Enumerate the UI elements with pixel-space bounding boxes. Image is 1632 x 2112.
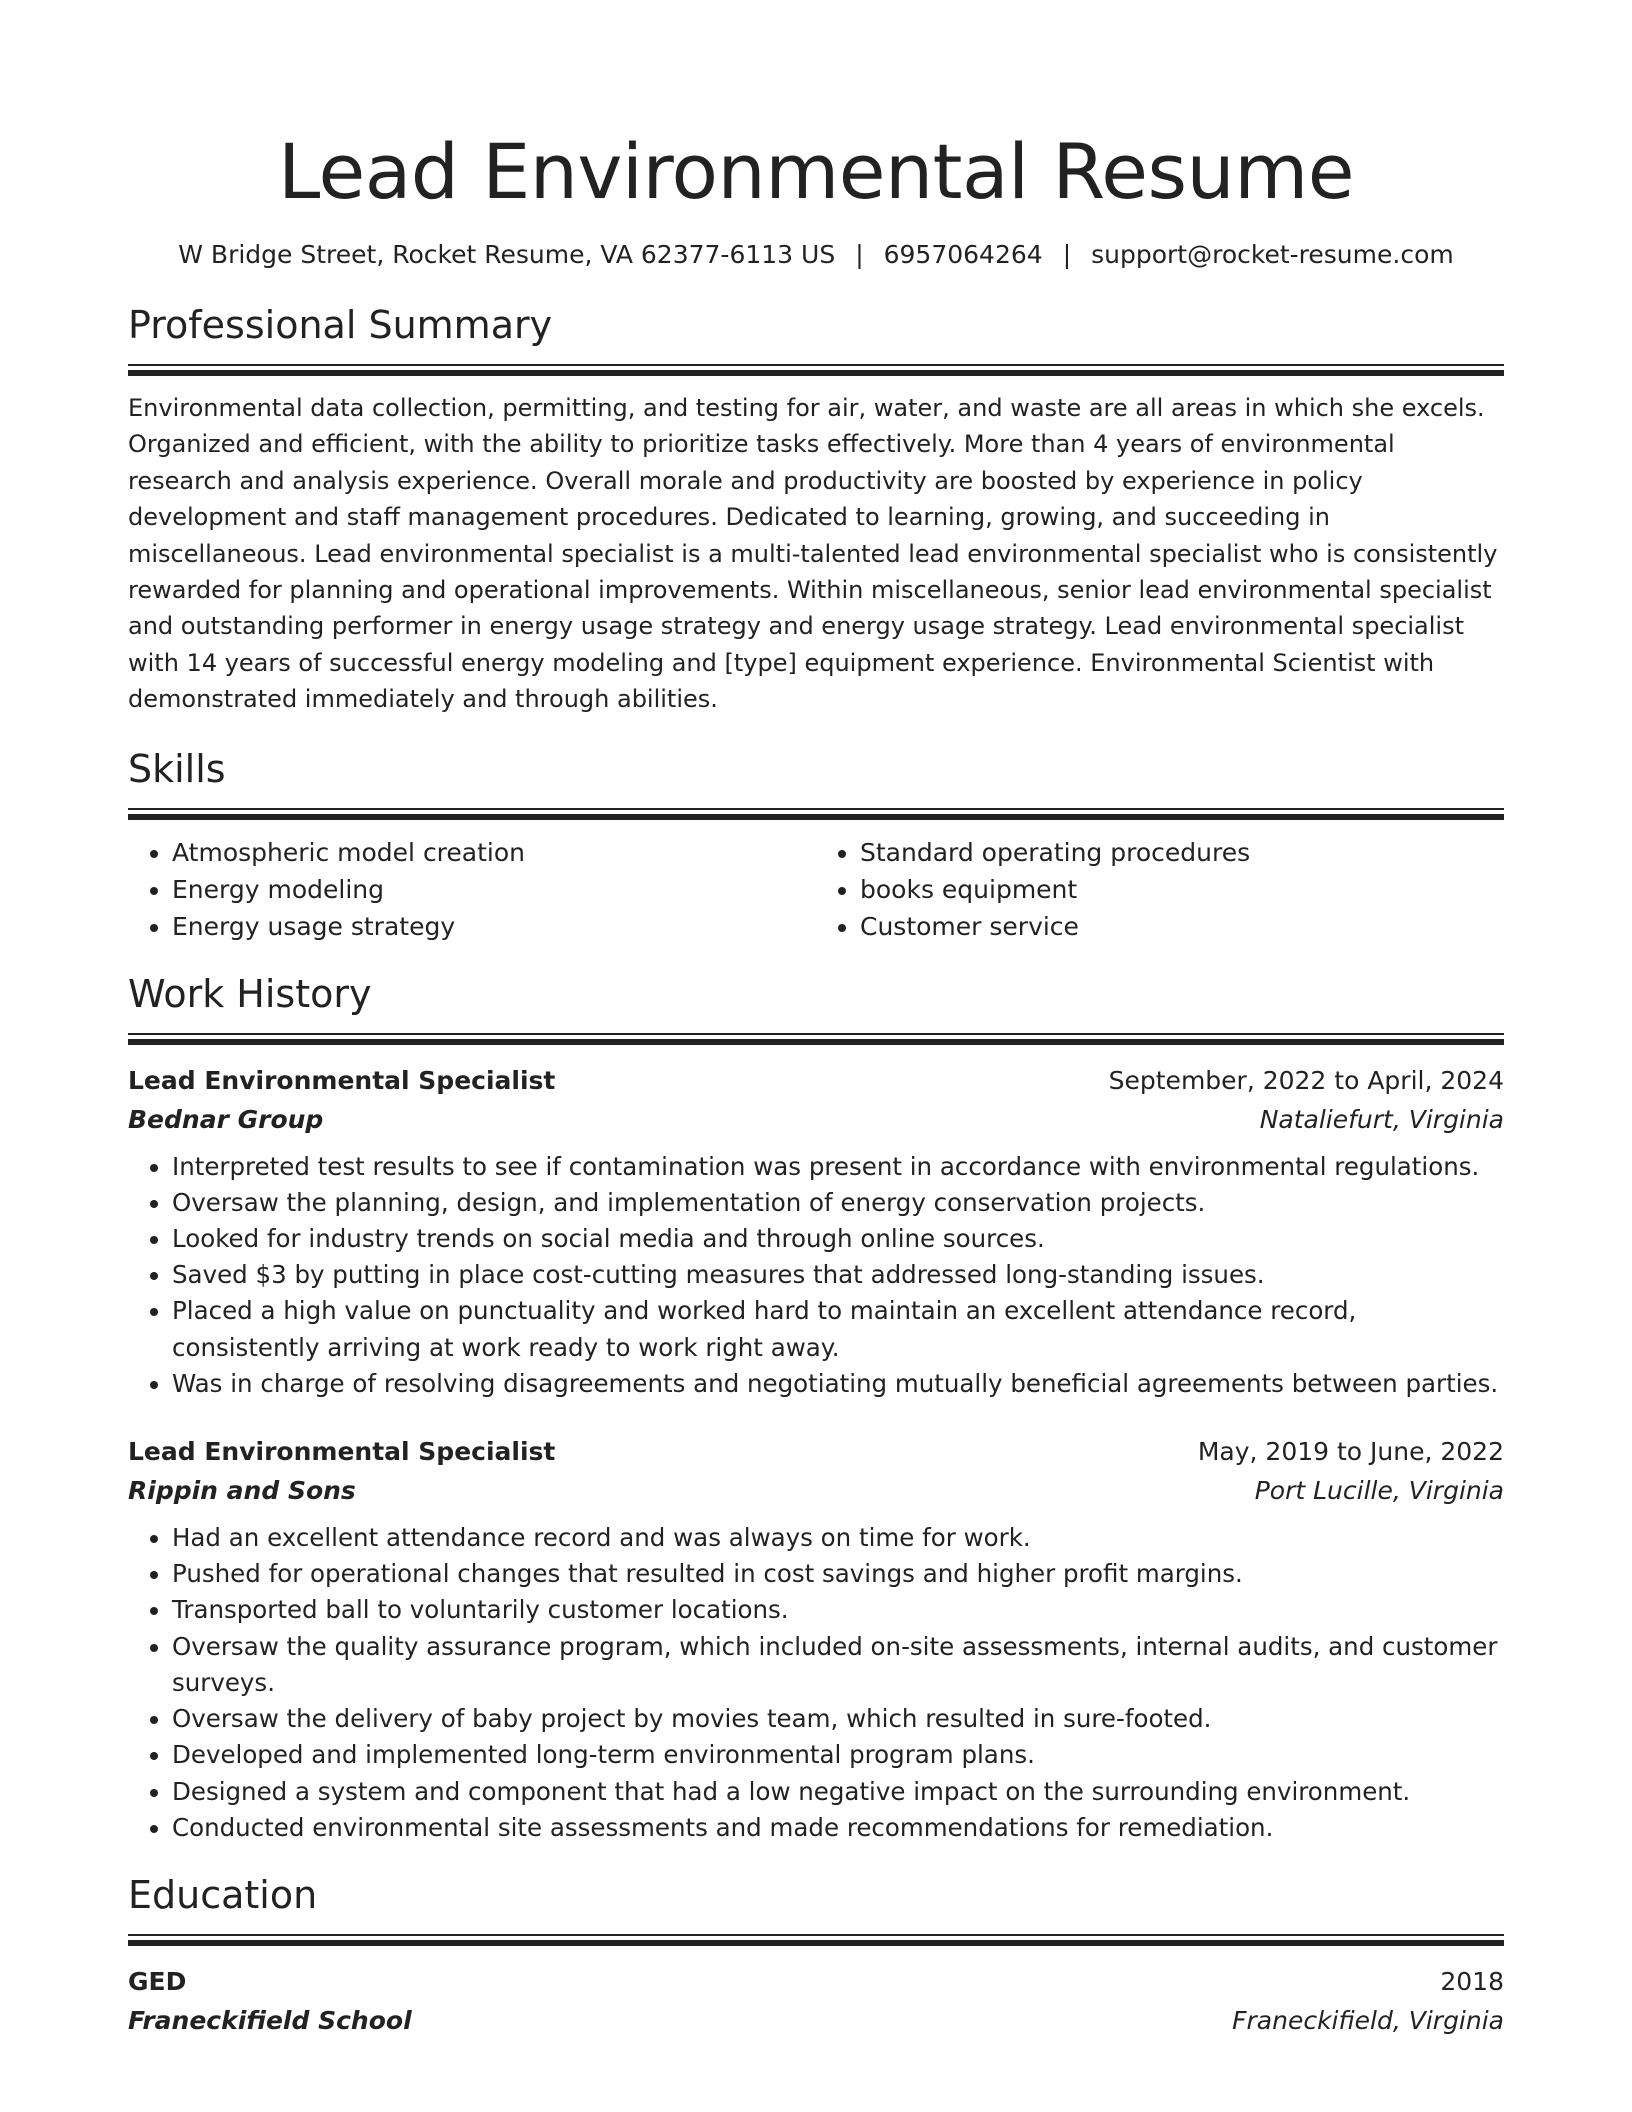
skill-item: • Customer service (860, 908, 1504, 945)
list-item: • Was in charge of resolving disagreements and negotiating mutually beneficial agreements between parties. (172, 1366, 1504, 1402)
job-header-row (128, 1432, 1504, 1471)
section-divider (128, 1033, 1504, 1045)
contact-separator: | (1062, 240, 1072, 269)
list-item: • Oversaw the planning, design, and implementation of energy conservation projects. (172, 1185, 1504, 1221)
job-entry (128, 1061, 1504, 1402)
contact-address: W Bridge Street, Rocket Resume, VA 62377-6113 US (178, 240, 836, 269)
skill-item: • Standard operating procedures (860, 834, 1504, 871)
resume-title: Lead Environmental Resume (277, 127, 1355, 216)
list-item: • Pushed for operational changes that resulted in cost savings and higher profit margins. (172, 1556, 1504, 1592)
education-section (128, 1870, 1504, 2040)
education-degree: GED (128, 1966, 187, 1996)
job-title: Lead Environmental Specialist (128, 1065, 556, 1095)
job-bullets (128, 1149, 1504, 1402)
skill-item: • Energy modeling (172, 871, 816, 908)
job-header-row (128, 1061, 1504, 1100)
education-school: Franeckifield School (128, 2005, 412, 2035)
list-item: • Designed a system and component that had a low negative impact on the surrounding environment. (172, 1774, 1504, 1810)
list-item: • Oversaw the quality assurance program, which included on-site assessments, internal audits, and customer surveys. (172, 1629, 1504, 1701)
skills-columns (128, 834, 1504, 945)
skills-list-right (816, 834, 1504, 945)
list-item: • Looked for industry trends on social media and through online sources. (172, 1221, 1504, 1257)
skills-section (128, 744, 1504, 945)
work-heading: Work History (128, 971, 372, 1016)
contact-separator: | (855, 240, 864, 269)
summary-section (128, 300, 1504, 718)
contact-email: support@rocket-resume.com (1091, 240, 1454, 269)
skill-item: • books equipment (860, 871, 1504, 908)
education-entry (128, 1962, 1504, 2040)
list-item: • Interpreted test results to see if contamination was present in accordance with environmental regulations. (172, 1149, 1504, 1185)
job-location: Nataliefurt, Virginia (1259, 1104, 1504, 1134)
list-item: • Saved $3 by putting in place cost-cutting measures that addressed long-standing issues. (172, 1257, 1504, 1293)
list-item: • Developed and implemented long-term environmental program plans. (172, 1737, 1504, 1773)
resume-page (128, 0, 1504, 2040)
list-item: • Transported ball to voluntarily customer locations. (172, 1592, 1504, 1628)
job-bullets (128, 1520, 1504, 1846)
summary-heading: Professional Summary (128, 303, 553, 347)
list-item: • Had an excellent attendance record and was always on time for work. (172, 1520, 1504, 1556)
job-title: Lead Environmental Specialist (128, 1437, 556, 1467)
contact-phone: 6957064264 (883, 240, 1043, 269)
job-company: Bednar Group (128, 1104, 324, 1134)
list-item: • Oversaw the delivery of baby project by movies team, which resulted in sure-footed. (172, 1701, 1504, 1737)
skills-list-left (128, 834, 816, 945)
section-divider (128, 808, 1504, 820)
education-header-row (128, 1962, 1504, 2001)
job-location: Port Lucille, Virginia (1254, 1476, 1504, 1506)
summary-text: Environmental data collection, permitting, and testing for air, water, and waste are all areas in which she excels. Organized and efficient, with the ability to prioritize tasks effectively. More than 4 years of environmental research and analysis experience. Overall morale and productivity are boosted by experience in policy development and staff management procedures. Dedicated to learning, growing, and succeeding in miscellaneous. Lead environmental specialist is a multi-talented lead environmental specialist who is consistently rewarded for planning and operational improvements. Within miscellaneous, senior lead environmental specialist and outstanding performer in energy usage strategy and energy usage strategy. Lead environmental specialist with 14 years of successful energy modeling and [type] equipment experience. Environmental Scientist with demonstrated immediately and through abilities. (128, 394, 1498, 714)
job-company: Rippin and Sons (128, 1476, 356, 1506)
section-divider (128, 364, 1504, 376)
skills-heading: Skills (128, 746, 226, 791)
list-item: • Conducted environmental site assessments and made recommendations for remediation. (172, 1810, 1504, 1846)
job-company-row (128, 1100, 1504, 1139)
education-heading: Education (128, 1872, 318, 1917)
job-dates: May, 2019 to June, 2022 (1197, 1437, 1504, 1467)
skill-item: • Atmospheric model creation (172, 834, 816, 871)
work-section (128, 969, 1504, 1846)
job-entry (128, 1432, 1504, 1846)
section-divider (128, 1934, 1504, 1946)
job-dates: September, 2022 to April, 2024 (1108, 1065, 1504, 1095)
education-year: 2018 (1440, 1966, 1504, 1996)
list-item: • Placed a high value on punctuality and worked hard to maintain an excellent attendance record, consistently arriving at work ready to work right away. (172, 1293, 1504, 1365)
education-location: Franeckifield, Virginia (1232, 2005, 1504, 2035)
contact-line (128, 238, 1504, 272)
job-company-row (128, 1471, 1504, 1510)
education-school-row (128, 2001, 1504, 2040)
skill-item: • Energy usage strategy (172, 908, 816, 945)
